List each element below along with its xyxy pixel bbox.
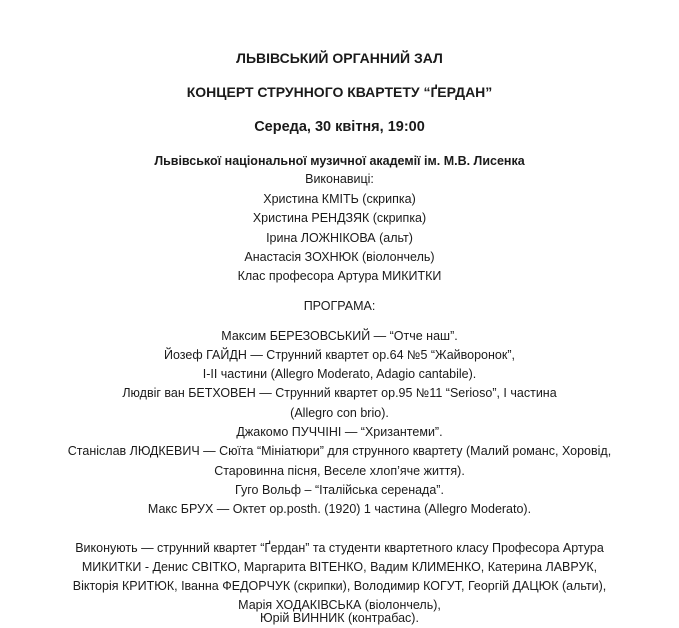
closing-line: Вікторія КРИТЮК, Іванна ФЕДОРЧУК (скрипки), Володимир КОГУТ, Георгій ДАЦЮК (альти), [72, 579, 607, 593]
program-line: Макс БРУХ — Октет op.posth. (1920) 1 частина (Allegro Moderato). [147, 502, 532, 516]
performer-item: Анастасія ЗОХНЮК (віолончель) [244, 250, 435, 264]
performer-item: Христина РЕНДЗЯК (скрипка) [252, 211, 427, 225]
date-time: Середа, 30 квітня, 19:00 [254, 119, 425, 135]
performer-item: Христина КМІТЬ (скрипка) [263, 192, 416, 206]
program-line: Людвіг ван БЕТХОВЕН — Струнний квартет op.95 №11 “Serioso”, I частина [122, 386, 557, 400]
program-line: Максим БЕРЕЗОВСЬКИЙ — “Отче наш”. [221, 329, 458, 343]
concert-title: КОНЦЕРТ СТРУННОГО КВАРТЕТУ “ҐЕРДАН” [186, 84, 493, 100]
program-line: Старовинна пісня, Веселе хлоп’яче життя). [214, 464, 465, 478]
program-line: Гуго Вольф – “Італійська серенада”. [235, 483, 444, 497]
program-line: I-II частини (Allegro Moderato, Adagio cantabile). [202, 367, 477, 381]
program-line: (Allegro con brio). [290, 406, 389, 420]
performer-item: Клас професора Артура МИКИТКИ [237, 269, 442, 283]
closing-line: МИКИТКИ - Денис СВІТКО, Маргарита ВІТЕНКО, Вадим КЛИМЕНКО, Катерина ЛАВРУК, [81, 560, 598, 574]
performers-heading: Виконавиці: [305, 172, 374, 186]
program-line: Станіслав ЛЮДКЕВИЧ — Сюїта “Мініатюри” для струнного квартету (Малий романс, Хоровід, [67, 444, 612, 458]
program-line: Джакомо ПУЧЧІНІ — “Хризантеми”. [236, 425, 443, 439]
program-heading: ПРОГРАМА: [303, 299, 376, 313]
academy-name: Львівської національної музичної академії ім. М.В. Лисенка [154, 154, 525, 168]
program-line: Йозеф ГАЙДН — Струнний квартет op.64 №5 “Жайворонок”, [164, 348, 515, 362]
closing-line: Виконують — струнний квартет “Ґердан” та студенти квартетного класу Професора Артура [75, 541, 604, 555]
venue-title: ЛЬВІВСЬКИЙ ОРГАННИЙ ЗАЛ [236, 50, 443, 66]
closing-line: Марія ХОДАКІВСЬКА (віолончель), [238, 598, 441, 612]
closing-line: Юрій ВИННИК (контрабас). [260, 611, 419, 625]
performer-item: Ірина ЛОЖНІКОВА (альт) [266, 231, 413, 245]
